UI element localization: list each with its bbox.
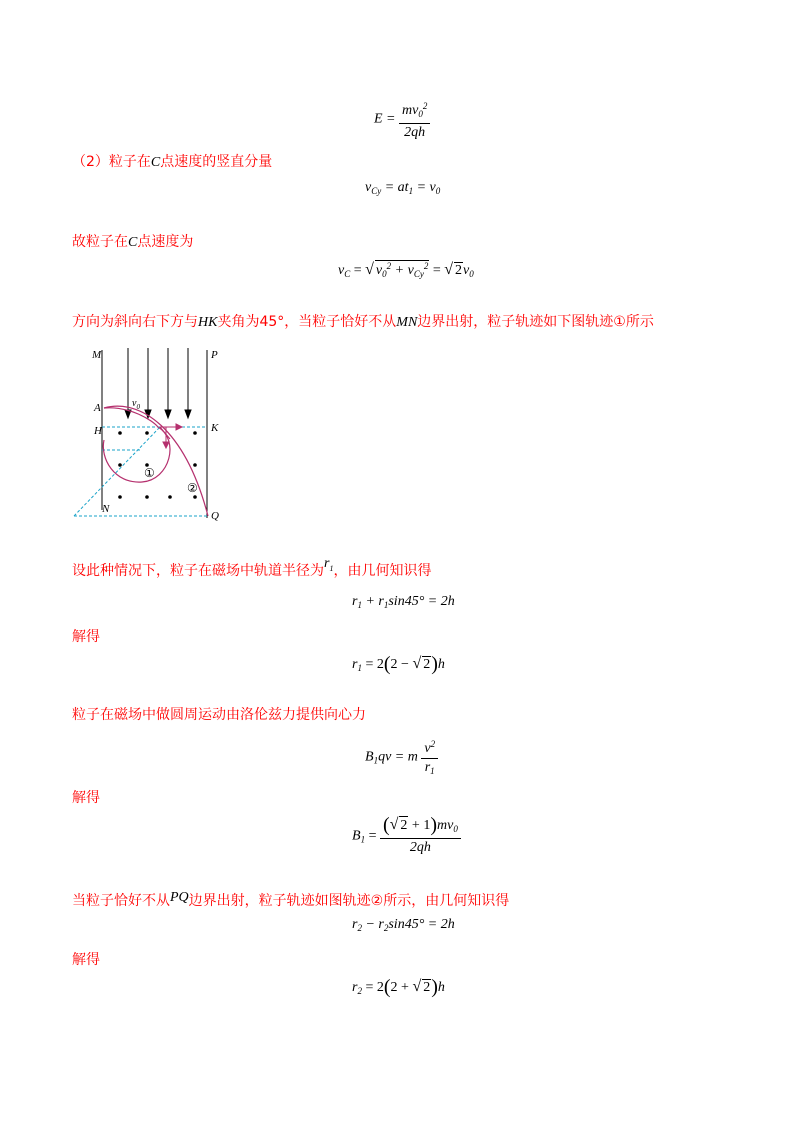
equation-lorentz [365, 735, 438, 780]
eq10-e: h [437, 980, 445, 995]
paragraph-lorentz-force: 粒子在磁场中做圆周运动由洛伦兹力提供向心力 [72, 707, 366, 723]
eq5-b: + r [361, 594, 384, 609]
eq6-c: 2 − [390, 657, 413, 672]
label-h: H [94, 425, 102, 437]
eq6-a-sub: 1 [357, 663, 362, 673]
p5-r-sub: 1 [329, 563, 334, 573]
p3-b: 点速度为 [137, 234, 194, 250]
eq10-d: 2 [423, 980, 431, 995]
p4-c: 边界出射，粒子轨迹如下图轨迹①所示 [417, 314, 654, 330]
eq7-a: B [365, 749, 374, 765]
eq3-in1-sup: 2 [386, 261, 392, 271]
eq2-v: v [365, 180, 372, 195]
eq8-a: B [352, 828, 361, 844]
equation-b1-result [352, 816, 461, 857]
eq10-c: 2 + [390, 980, 413, 995]
eq1-fraction [399, 97, 430, 142]
solve-label-1: 解得 [72, 629, 100, 645]
trajectory-figure [70, 340, 240, 525]
p5-b: ，由几何知识得 [333, 563, 432, 579]
label-k: K [211, 422, 219, 434]
eq1-num-sub: 0 [418, 109, 423, 119]
p2-label: （2）粒子在 [72, 154, 151, 170]
paragraph-part2 [72, 151, 272, 171]
eq5-b-sub: 1 [383, 600, 389, 610]
p4-hk: HK [198, 315, 218, 330]
eq9-a: r [352, 917, 358, 932]
eq2-rhs-sub: 0 [435, 186, 441, 196]
eq3-in2-sub: Cy [413, 269, 424, 279]
eq2-mid: = at [381, 180, 409, 195]
trajectory-2 [104, 406, 208, 516]
eq3-end-sub: 0 [469, 269, 474, 279]
trajectory-1 [103, 408, 170, 482]
eq7-num-sup: 2 [430, 739, 436, 749]
eq8-den: 2qh [409, 840, 431, 855]
eq3-lhs-sub: C [344, 269, 351, 279]
eq3-eq2: = [429, 263, 445, 278]
equation-speed-c [338, 260, 474, 279]
eq3-in1-sub: 0 [382, 269, 387, 279]
p3-point: C [128, 235, 138, 250]
eq6-b: = 2 [361, 657, 384, 672]
equation-electric-field [374, 97, 430, 142]
eq7-den-sub: 1 [430, 766, 435, 776]
eq6-a: r [352, 657, 358, 672]
eq3-in2-sup: 2 [423, 261, 429, 271]
eq8-n2: + 1 [408, 818, 431, 833]
eq10-a-sub: 2 [357, 986, 362, 996]
label-v0: $v_0$ [132, 398, 140, 411]
label-circle-2: ② [187, 481, 198, 495]
label-a: A [94, 402, 101, 414]
eq5-a-sub: 1 [357, 600, 362, 610]
p5-r: r [324, 556, 330, 571]
paragraph-case-pq [72, 890, 509, 910]
eq3-radical: √ [365, 261, 374, 278]
eq8-n3-sub: 0 [453, 824, 458, 834]
label-circle-1: ① [144, 466, 155, 480]
paragraph-radius-r1 [72, 556, 431, 580]
label-q: Q [211, 510, 219, 522]
eq7-fraction [421, 735, 438, 780]
label-n: N [102, 503, 110, 515]
eq3-radicand [375, 260, 429, 279]
eq8-a-sub: 1 [360, 834, 366, 845]
p2-point: C [150, 155, 161, 170]
p5-a: 设此种情况下，粒子在磁场中轨道半径为 [72, 563, 324, 579]
eq8-n1: 2 [400, 818, 408, 833]
p9-pq: PQ [170, 890, 189, 905]
p4-b: 夹角为45°，当粒子恰好不从 [217, 314, 397, 330]
eq2-rhs: = v [413, 180, 436, 195]
label-p: P [211, 349, 218, 361]
p9-a: 当粒子恰好不从 [72, 893, 170, 909]
solve-label-2: 解得 [72, 790, 100, 806]
eq5-c: sin45° = 2h [388, 594, 455, 609]
eq9-b-sub: 2 [383, 923, 389, 933]
eq3-end: v [463, 263, 470, 278]
eq1-num: mv [402, 103, 419, 118]
equation-r2-result: $r_2 = 2(2$ + √ 2)h [352, 976, 445, 998]
eq3-plus: + v [391, 263, 414, 278]
eq7-num: v [424, 741, 431, 756]
p3-a: 故粒子在 [72, 234, 128, 250]
eq1-den: 2qh [404, 125, 426, 140]
eq7-den: r [424, 760, 431, 775]
eq6-e: h [437, 657, 445, 672]
eq3-in1: v [375, 263, 383, 278]
eq10-b: = 2 [361, 980, 384, 995]
eq7-a-sub: 1 [373, 755, 379, 766]
eq3-eq: = [350, 263, 366, 278]
eq3-root2: 2 [455, 263, 462, 278]
label-m: M [92, 349, 102, 361]
p9-b: 边界出射，粒子轨迹如图轨迹②所示，由几何知识得 [188, 893, 510, 909]
p4-mn: MN [396, 315, 418, 330]
eq9-a-sub: 2 [357, 923, 362, 933]
eq8-fraction: $\frac{(√ 2 + 1)mv_0}{2qh}$ [380, 816, 461, 857]
paragraph-direction [72, 311, 654, 331]
eq3-radical2: √ [444, 261, 453, 278]
p4-a: 方向为斜向右下方与 [72, 314, 198, 330]
eq9-b: − r [361, 917, 384, 932]
eq2-sub: Cy [371, 186, 382, 196]
eq6-d: 2 [423, 657, 431, 672]
solve-label-3: 解得 [72, 952, 100, 968]
eq2-mid-sub: 1 [408, 186, 414, 196]
eq8-n3: mv [437, 818, 454, 833]
eq9-c: sin45° = 2h [388, 917, 455, 932]
equation-geometry-r1 [352, 594, 455, 610]
eq8-eq: = [365, 828, 380, 844]
eq5-a: r [352, 594, 358, 609]
paragraph-speed-at-c [72, 231, 193, 251]
eq1-lhs: E = [374, 111, 396, 127]
equation-vertical-velocity [365, 180, 440, 196]
eq10-a: r [352, 980, 358, 995]
eq7-b: qv = m [378, 749, 418, 765]
eq3-lhs: v [338, 263, 345, 278]
equation-geometry-r2 [352, 917, 455, 933]
p2-rest: 点速度的竖直分量 [160, 154, 273, 170]
eq1-num-sup: 2 [422, 101, 428, 111]
magnetic-dots [118, 431, 197, 499]
equation-r1-result: $r_1 = 2(2$ − √ 2)h [352, 653, 445, 675]
